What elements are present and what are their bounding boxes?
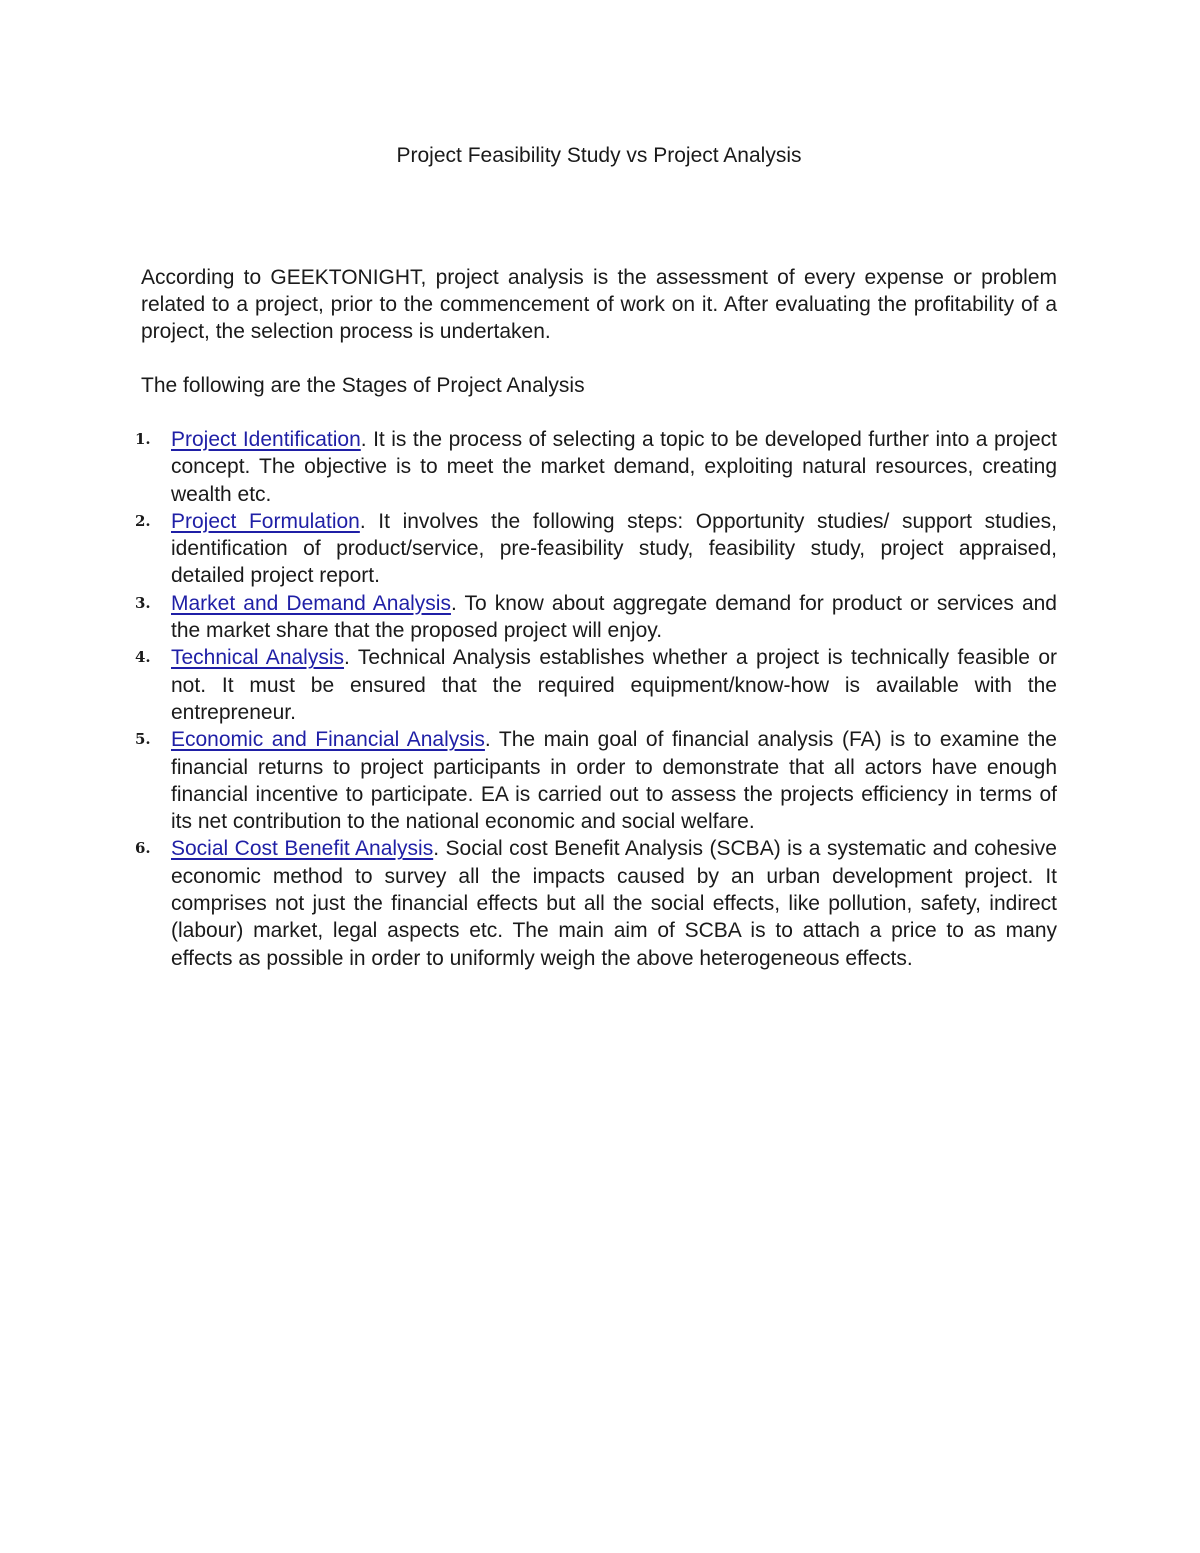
list-item [135, 590, 1057, 645]
stage-link-social-cost-benefit-analysis[interactable]: Social Cost Benefit Analysis [171, 837, 434, 861]
stage-description: . It involves the following steps: Opportunity studies/ support studies, identification of product/service, pre-feasibility study, feasibility study, project appraised, detailed project report. [171, 509, 1057, 588]
list-number: 2. [135, 511, 151, 530]
stages-list [135, 426, 1058, 972]
list-item [135, 835, 1057, 971]
stage-description: . Technical Analysis establishes whether a project is technically feasible or not. It must be ensured that the required equipment/know-how is available with the entrepreneur. [171, 646, 1058, 724]
stage-description: . It is the process of selecting a topic to be developed further into a project concept. The objective is to meet the market demand, exploiting natural resources, creating wealth etc. [171, 428, 1057, 506]
stage-link-technical-analysis[interactable]: Technical Analysis [171, 646, 345, 670]
list-number: 5. [135, 730, 151, 749]
stage-description: . Social cost Benefit Analysis (SCBA) is a systematic and cohesive economic method to survey all the impacts caused by an urban development project. It comprises not just the financial effects but all the social effects, like pollution, safety, indirect (labour) market, legal aspects etc. The main aim of SCBA is to attach a price to as many effects as possible in order to uniformly weigh the above heterogeneous effects. [171, 837, 1057, 970]
list-number: 4. [135, 648, 151, 667]
list-number: 6. [135, 839, 151, 858]
stage-link-project-identification[interactable]: Project Identification [171, 428, 361, 451]
stage-link-economic-financial-analysis[interactable]: Economic and Financial Analysis [171, 728, 485, 752]
document-page [135, 140, 1058, 972]
intro-paragraph: According to GEEKTONIGHT, project analysis is the assessment of every expense or problem related to a project, prior to the commencement of work on it. After evaluating the profitability of a project, the selection process is undertaken. [141, 266, 1057, 343]
list-item [135, 426, 1057, 508]
list-number: 3. [135, 593, 151, 612]
document-title: Project Feasibility Study vs Project Analysis [396, 144, 802, 167]
stages-heading: The following are the Stages of Project Analysis [141, 374, 585, 397]
stage-link-project-formulation[interactable]: Project Formulation [171, 509, 360, 533]
list-item [135, 644, 1058, 726]
stage-description: . The main goal of financial analysis (FA) is to examine the financial returns to project participants in order to demonstrate that all actors have enough financial incentive to participate. EA is carried out to assess the projects efficiency in terms of its net contribution to the national economic and social welfare. [171, 728, 1057, 834]
stage-description: . To know about aggregate demand for product or services and the market share that the proposed project will enjoy. [171, 591, 1057, 643]
list-item [135, 726, 1057, 835]
list-number: 1. [135, 430, 151, 448]
list-item [135, 508, 1057, 590]
stage-link-market-demand-analysis[interactable]: Market and Demand Analysis [171, 591, 451, 615]
